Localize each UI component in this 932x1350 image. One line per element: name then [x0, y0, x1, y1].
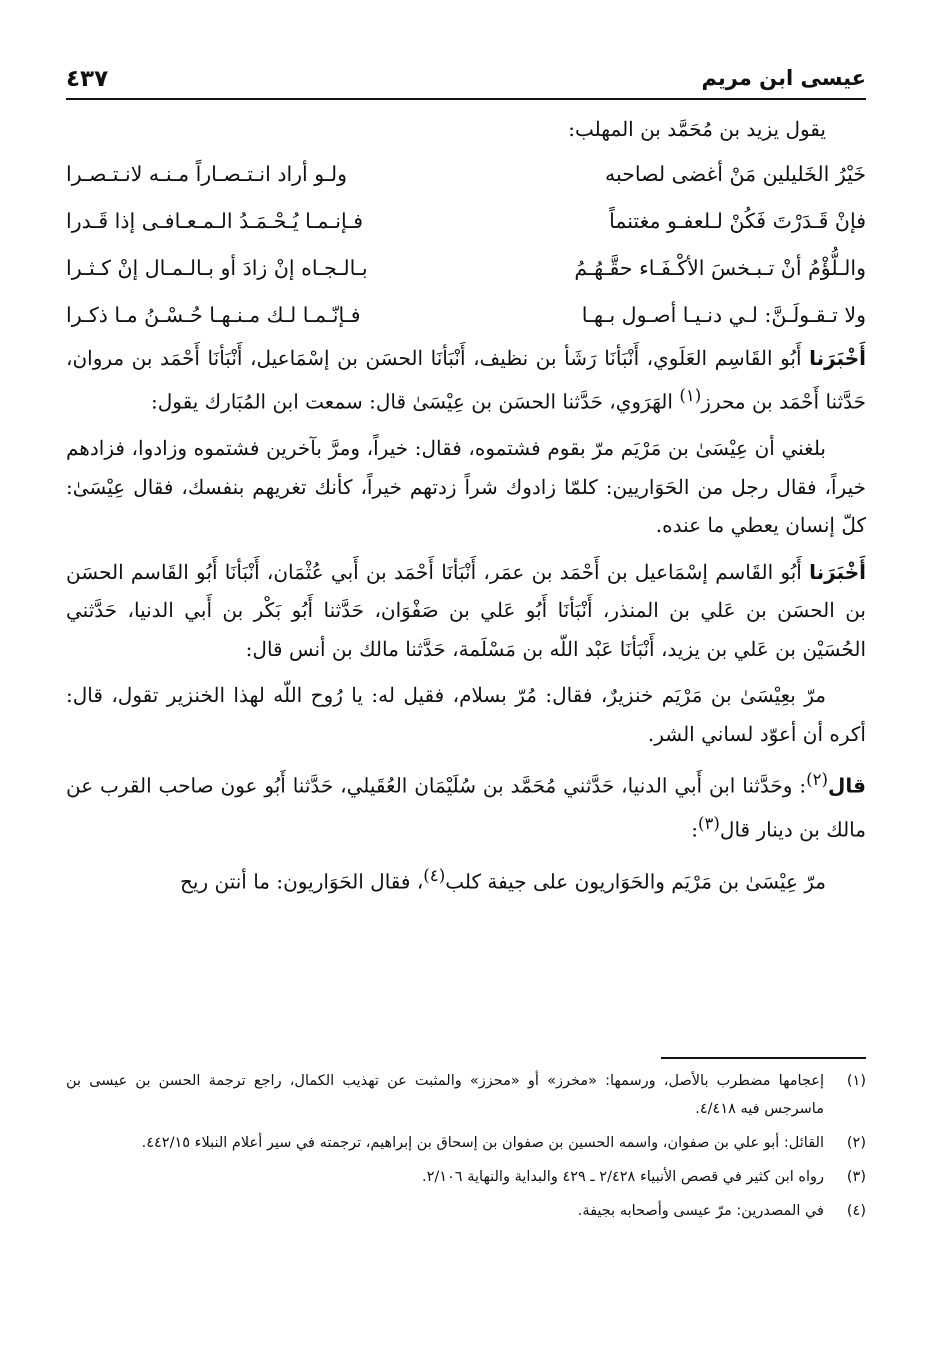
isnad-text: : وحَدَّثنا ابن أَبي الدنيا، حَدَّثني مُحَمَّد بن سُلَيْمَان العُقَيلي، حَدَّثنا أَبُو عون صاحب القرب عن مالك بن دينار قال — [66, 773, 866, 842]
footnote-ref: (٣) — [697, 814, 720, 834]
footnote-ref: (١) — [679, 386, 702, 405]
footnote-text: في المصدرين: مرّ عيسى وأصحابه بجيفة. — [577, 1203, 824, 1219]
narration-text-tail: ، فقال الحَوَاريون: ما أنتن ريح — [179, 870, 424, 895]
verse-hemistich-first: والـلُّؤْمُ أنْ تـبـخسَ الأكْـفَـاء حقَّـهُـمُ — [574, 255, 866, 280]
verse-line — [66, 151, 866, 198]
intro-line: يقول يزيد بن مُحَمَّد بن المهلب: — [568, 117, 826, 141]
verse-hemistich-first: فإنْ قَـدَرْتَ فَكُنْ لـلعفـو مغتنماً — [609, 208, 866, 233]
isnad-paragraph — [66, 553, 866, 669]
page-number: ٤٣٧ — [66, 66, 109, 92]
footnote-item — [66, 1129, 866, 1157]
footnote-number: (٢) — [846, 1135, 866, 1151]
isnad-text: أَبُو القَاسم إسْمَاعيل بن أَحْمَد بن عمَر، أَنْبَأنَا أَحْمَد بن أَبي عُثْمَان، أَنْبَأنَا أَبُو القَاسم الحسَن بن الحسَن بن عَلي بن المنذر، أَنْبَأنَا أَبُو عَلي بن صَفْوَان، حَدَّثنا أَبُو بَكْر بن أَبي الدنيا، حَدَّثني الحُسَيْن بن عَلي بن يزيد، أَنْبَأنَا عَبْد اللّه بن مَسْلَمة، حَدَّثنا مالك بن أنس قال: — [66, 559, 866, 661]
isnad-keyword: أَخْبَرَنا — [809, 559, 866, 584]
narration-paragraph: مرّ بعِيْسَىٰ بن مَرْيَم خنزيرٌ، فقال: مُرّ بسلام، فقيل له: يا رُوح اللّه لهذا الخنزير تقول، قال: أكره أن أعوّد لساني الشر. — [66, 683, 866, 746]
narration-text: مرّ عِيْسَىٰ بن مَرْيَم والحَوَاريون على جيفة كلب — [445, 870, 826, 895]
footnote-item — [66, 1067, 866, 1123]
footnote-ref: (٢) — [806, 770, 829, 790]
footnote-number: (٣) — [846, 1169, 866, 1185]
book-page — [66, 62, 866, 1322]
footnote-number: (١) — [846, 1073, 866, 1089]
footnote-text: إعجامها مضطرب بالأصل، ورسمها: «مخرز» أو «محزز» والمثبت عن تهذيب الكمال، راجع ترجمة الحسن بن عيسى بن ماسرجس فيه ٤/٤١٨. — [66, 1073, 824, 1117]
footnotes — [66, 1067, 866, 1231]
footnote-text: القائل: أبو علي بن صفوان، واسمه الحسين بن صفوان بن إسحاق بن إبراهيم، ترجمته في سير أعلام النبلاء ٤٤٢/١٥. — [141, 1135, 824, 1151]
poem — [66, 151, 866, 339]
verse-line — [66, 245, 866, 292]
footnote-item — [66, 1163, 866, 1191]
footnote-number: (٤) — [846, 1203, 866, 1219]
verse-hemistich-second: فـإنـمـا يُـحْـمَـدُ الـمـعـافـى إذا قَـدرا — [66, 208, 364, 233]
isnad-keyword: أَخْبَرَنا — [809, 345, 866, 370]
verse-line — [66, 292, 866, 339]
verse-hemistich-second: فـإنّـمـا لـك مـنـهـا حُـسْـنُ مـا ذكـرا — [66, 302, 361, 327]
header-title: عيسى ابن مريم — [701, 66, 866, 90]
isnad-keyword: قال — [828, 773, 866, 798]
main-text — [66, 110, 866, 902]
running-header — [66, 62, 866, 100]
isnad-text-tail: : — [691, 817, 698, 842]
narration-paragraph: بلغني أن عِيْسَىٰ بن مَرْيَم مرّ بقوم فشتموه، فقال: خيراً، ومرَّ بآخرين فشتموه وزادوا، فزادهم خيراً، فقال رجل من الحَوَاريين: كلمّا زادوك شراً زدتهم خيراً، كأنك تغريهم بنفسك، فقال عِيْسَىٰ: كلّ إنسان يعطي ما عنده. — [66, 436, 866, 538]
isnad-text-tail: الهَرَوي، حَدَّثنا الحسَن بن عِيْسَىٰ قال: سمعت ابن المُبَارك يقول: — [150, 389, 680, 414]
verse-hemistich-first: ولا تـقـولَـنَّ: لـي دنـيـا أصـول بـهـا — [581, 302, 866, 327]
verse-hemistich-first: خَيْرُ الخَليلين مَنْ أغضى لصاحبه — [605, 161, 866, 186]
footnote-divider — [661, 1057, 866, 1059]
verse-line — [66, 198, 866, 245]
footnote-item — [66, 1197, 866, 1225]
narration-paragraph — [66, 857, 866, 901]
isnad-paragraph — [66, 339, 866, 422]
footnote-ref: (٤) — [423, 866, 446, 886]
verse-hemistich-second: بـالـجـاه إنْ زادَ أو بـالـمـال إنْ كـثـرا — [66, 255, 368, 280]
footnote-text: رواه ابن كثير في قصص الأنبياء ٢/٤٢٨ ـ ٤٢٩ والبداية والنهاية ٢/١٠٦. — [421, 1169, 824, 1185]
isnad-text: أَبُو القَاسِم العَلَوي، أَنْبَأنَا رَشَأ بن نظيف، أَنْبَأنَا الحسَن بن إسْمَاعيل، أَنْبَأنَا أَحْمَد بن مروان، حَدَّثنا أَحْمَد بن محرز — [66, 345, 866, 414]
isnad-paragraph — [66, 761, 866, 849]
verse-hemistich-second: ولـو أراد انـتـصـاراً مـنـه لانـتـصـرا — [66, 161, 348, 186]
